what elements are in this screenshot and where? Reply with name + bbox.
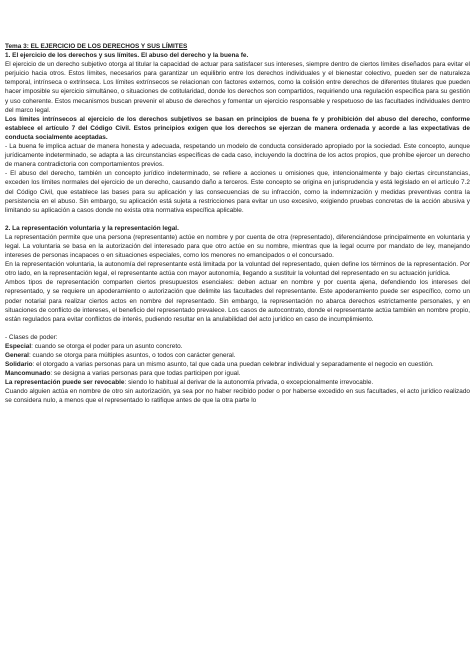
document-page [5,42,470,406]
clase-label: Solidario [5,361,33,369]
section-1-paragraph-bold: Los límites intrínsecos al ejercicio de los derechos subjetivos se basan en principios de buena fe y prohibición del abuso del derecho, conforme establece el artículo 7 del Código Civil. Estos principios exigen que los derechos se ejerzan de manera ordenada y acorde a las expectativas de conducta socialmente aceptadas. [5,115,470,141]
clases-title: - Clases de poder: [5,333,58,341]
clase-text: : cuando se otorga para múltiples asuntos, o todos con carácter general. [28,352,236,359]
section-2-paragraph: La representación permite que una persona (representante) actúe en nombre y por cuenta de otra (representado), diferenciándose principalmente en voluntaria y legal. La voluntaria se basa en la autorización del interesado para que otro actúe en su nombre, mientras que la legal ocurre por mandato de ley, manejando intereses de personas incapaces o en situaciones especiales, como los menores no emancipados o el concursado. [5,233,470,260]
section-1-heading: 1. El ejercicio de los derechos y sus límites. El abuso del derecho y la buena fe. [5,52,249,60]
section-2-closing-paragraph: Cuando alguien actúa en nombre de otro sin autorización, ya sea por no haber recibido poder o por haberse excedido en sus facultades, el acto jurídico realizado se considera nulo, a menos que el representado lo ratifique antes de que la otra parte lo [5,388,470,405]
clase-label: Mancomunado [5,370,51,378]
clase-label: Especial [5,342,32,350]
document-title: Tema 3: EL EJERCICIO DE LOS DERECHOS Y SUS LÍMITES [5,43,188,50]
clase-text: : siendo lo habitual al derivar de la autonomía privada, o excepcionalmente irrevocable. [124,379,374,387]
clase-text: : se designa a varias personas para que todas participen por igual. [50,370,241,378]
clase-text: : cuando se otorga el poder para un asunto concreto. [31,342,183,350]
section-2-paragraph: En la representación voluntaria, la autonomía del representante está limitada por la voluntad del representado, quien define los términos de la representación. Por otro lado, en la representación legal, el representante actúa con mayor autonomía, llegando a sustituir la voluntad del representado en su actuación jurídica. [5,261,470,278]
clase-label: La representación puede ser revocable [5,379,125,387]
clase-revocable [5,378,470,387]
clase-solidario [5,360,470,369]
section-2-paragraph: Ambos tipos de representación comparten ciertos presupuestos esenciales: deben actuar en nombre y por cuenta ajena, defendiendo los intereses del representado, y se requiere un apoderamiento o autorización que delimite las facultades del representante. Este apoderamiento puede ser específico, como un poder notarial para realizar ciertos actos en nombre del representado. Sin embargo, la representación no abarca derechos estrictamente personales, y en situaciones de conflicto de intereses, el beneficio del representado prevalece. Los casos de autocontrato, donde el representante actúa también en nombre propio, están regulados para evitar conflictos de interés, pudiendo resultar en la anulabilidad del acto jurídico en caso de incumplimiento. [5,279,470,323]
section-1-abuso-derecho: - El abuso del derecho, también un concepto jurídico indeterminado, se refiere a acciones u omisiones que, intencionalmente y bajo ciertas circunstancias, exceden los límites normales del ejercicio de un derecho, causando daño a terceros. Este concepto se origina en jurisprudencia y está legislado en el artículo 7.2 del Código Civil, que establece las bases para su aplicación y las consecuencias de su infracción, como la indemnización y medidas preventivas contra la persistencia en el abuso. Sin embargo, su aplicación está sujeta a restricciones para evitar un uso excesivo, exigiendo pruebas concretas de la acción abusiva y limitando su aplicación a casos donde no exista otra normativa específica aplicable. [5,170,470,214]
clase-text: : el otorgado a varias personas para un mismo asunto, tal que cada una puedan celebrar individual y separadamente el negocio en cuestión. [32,361,434,369]
section-2-heading: 2. La representación voluntaria y la representación legal. [5,224,179,232]
section-1-buena-fe: - La buena fe implica actuar de manera honesta y adecuada, respetando un modelo de conducta considerado apropiado por la sociedad. Este concepto, aunque jurídicamente indeterminado, se adapta a las circunstancias específicas de cada caso, incluyendo la doctrina de los actos propios, que prohíbe ejercer un derecho de manera contradictoria con comportamientos previos. [5,143,470,169]
section-1-paragraph: El ejercicio de un derecho subjetivo otorga al titular la capacidad de actuar para satisfacer sus intereses, siempre dentro de ciertos límites diseñados para evitar el perjuicio hacia otros. Estos límites, necesarios para garantizar un equilibrio entre los derechos individuales y el bienestar colectivo, pueden ser de naturaleza temporal, intrínseca o extrínseca. Los límites extrínsecos se relacionan con factores externos, como la colisión entre derechos de diferentes titulares que pueden hacer imposible su ejercicio simultáneo, o situaciones de cotitularidad, donde los derechos son compartidos, requiriendo una regulación específica para su gestión y uso coherente. Estos mecanismos buscan prevenir el abuso de derechos y fomentar un ejercicio responsable y respetuoso de las facultades individuales dentro del marco legal. [5,61,470,114]
clase-especial [5,342,470,351]
clase-mancomunado [5,369,470,378]
clase-label: General [5,352,29,359]
clase-general [5,351,470,360]
